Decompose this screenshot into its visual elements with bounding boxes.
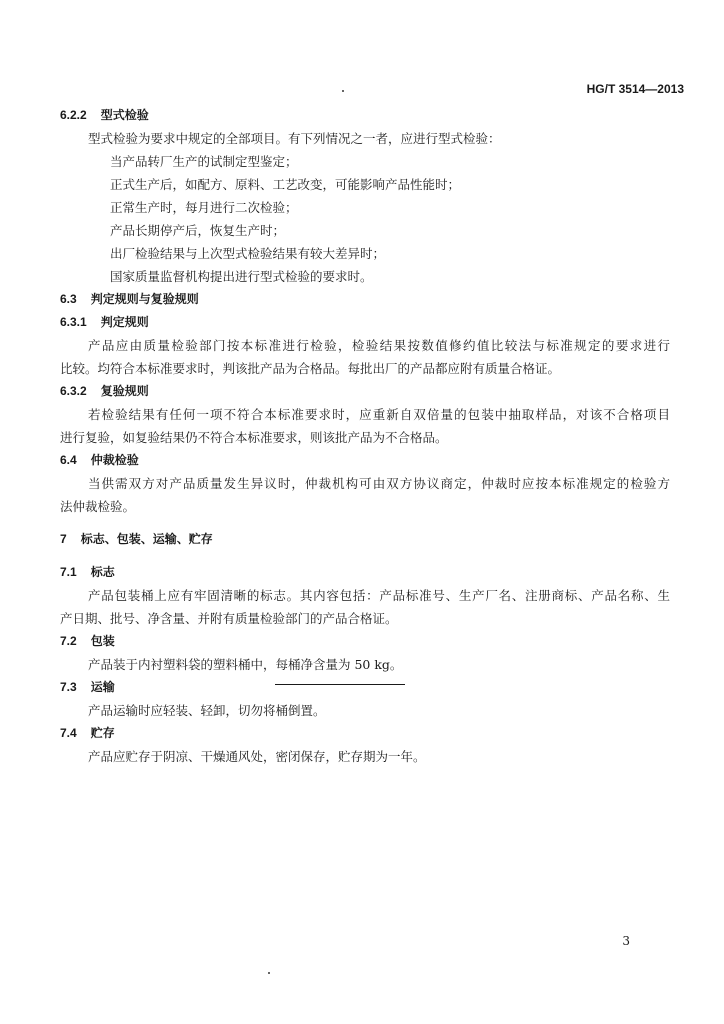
scan-speck <box>268 972 270 974</box>
list-item: 正式生产后，如配方、原料、工艺改变，可能影响产品性能时； <box>110 177 461 192</box>
section-number: 7.2 <box>60 634 77 648</box>
list-item: 正常生产时，每月进行二次检验； <box>110 200 298 215</box>
scan-speck <box>342 90 344 92</box>
end-of-text-rule <box>275 684 405 685</box>
section-title: 包装 <box>90 634 115 648</box>
paragraph-line: 当供需双方对产品质量发生异议时，仲裁机构可由双方协议商定，仲裁时应按本标准规定的检验方 <box>88 476 670 491</box>
section-title: 仲裁检验 <box>90 453 139 467</box>
section-title: 判定规则 <box>100 315 149 329</box>
document-body <box>60 104 670 768</box>
section-heading-7-2 <box>60 630 670 653</box>
section-heading-6-3-2 <box>60 380 670 403</box>
page-number: 3 <box>622 934 630 948</box>
paragraph-line: 法仲裁检验。 <box>60 499 136 514</box>
section-title: 型式检验 <box>100 108 149 122</box>
section-number: 6.3.1 <box>60 315 87 329</box>
section-heading-7-3 <box>60 676 670 699</box>
section-title: 标志、包装、运输、贮存 <box>80 532 213 546</box>
section-heading-7-4 <box>60 722 670 745</box>
section-title: 标志 <box>90 565 115 579</box>
section-number: 7.3 <box>60 680 77 694</box>
paragraph-line: 产品装于内衬塑料袋的塑料桶中，每桶净含量为 50 kg。 <box>88 657 403 672</box>
section-number: 6.3.2 <box>60 384 87 398</box>
section-heading-7-1 <box>60 561 670 584</box>
paragraph-line: 比较。均符合本标准要求时，判该批产品为合格品。每批出厂的产品都应附有质量合格证。 <box>60 361 561 376</box>
paragraph-line: 产品包装桶上应有牢固清晰的标志。其内容包括：产品标准号、生产厂名、注册商标、产品名称、生 <box>88 588 670 603</box>
section-title: 贮存 <box>90 726 115 740</box>
paragraph-line: 产品运输时应轻装、轻卸，切勿将桶倒置。 <box>88 703 326 718</box>
section-title: 运输 <box>90 680 115 694</box>
list-item: 国家质量监督机构提出进行型式检验的要求时。 <box>110 269 373 284</box>
section-title: 判定规则与复验规则 <box>90 292 199 306</box>
section-heading-6-3-1 <box>60 311 670 334</box>
paragraph-line: 若检验结果有任何一项不符合本标准要求时，应重新自双倍量的包装中抽取样品，对该不合格项目 <box>88 407 670 422</box>
section-number: 6.3 <box>60 292 77 306</box>
list-item: 当产品转厂生产的试制定型鉴定； <box>110 154 298 169</box>
list-item: 产品长期停产后，恢复生产时； <box>110 223 286 238</box>
section-number: 6.2.2 <box>60 108 87 122</box>
section-number: 7.4 <box>60 726 77 740</box>
section-title: 复验规则 <box>100 384 149 398</box>
section-number: 7 <box>60 532 67 546</box>
section-number: 6.4 <box>60 453 77 467</box>
paragraph-line: 产品应由质量检验部门按本标准进行检验，检验结果按数值修约值比较法与标准规定的要求进行 <box>88 338 670 353</box>
paragraph: 型式检验为要求中规定的全部项目。有下列情况之一者，应进行型式检验： <box>88 131 501 146</box>
paragraph-line: 产日期、批号、净含量、并附有质量检验部门的产品合格证。 <box>60 611 398 626</box>
standard-code: HG/T 3514—2013 <box>586 82 684 96</box>
paragraph-line: 产品应贮存于阴凉、干燥通风处，密闭保存，贮存期为一年。 <box>88 749 426 764</box>
section-heading-6-3 <box>60 288 670 311</box>
section-number: 7.1 <box>60 565 77 579</box>
section-heading-6-2-2 <box>60 104 670 127</box>
paragraph-line: 进行复验，如复验结果仍不符合本标准要求，则该批产品为不合格品。 <box>60 430 448 445</box>
section-heading-7 <box>60 528 670 551</box>
section-heading-6-4 <box>60 449 670 472</box>
list-item: 出厂检验结果与上次型式检验结果有较大差异时； <box>110 246 386 261</box>
